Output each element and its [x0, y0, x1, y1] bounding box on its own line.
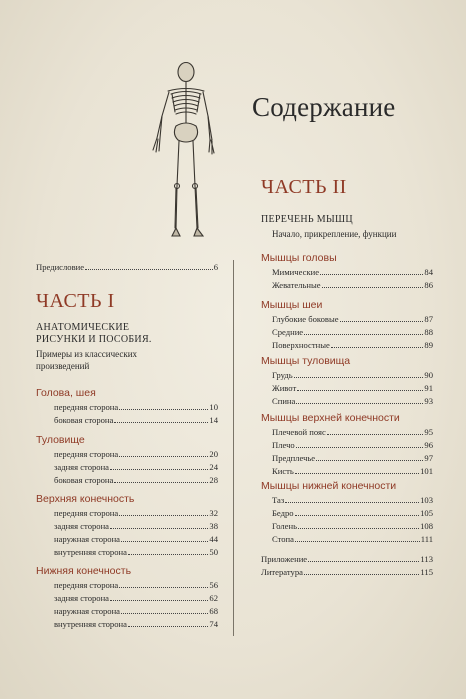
dot-leader — [331, 347, 424, 348]
toc-entry[interactable] — [54, 619, 218, 630]
toc-entry[interactable] — [54, 606, 218, 617]
toc-entry-label: Средние — [272, 327, 304, 337]
toc-entry-page: 89 — [424, 340, 433, 350]
toc-entry-page: 93 — [424, 396, 433, 406]
toc-entry-page: 115 — [420, 567, 433, 577]
toc-entry-page: 97 — [424, 453, 433, 463]
dot-leader — [298, 528, 419, 529]
toc-entry-page: 84 — [424, 267, 433, 277]
toc-entry[interactable] — [272, 440, 433, 451]
dot-leader — [296, 403, 423, 404]
toc-entry[interactable] — [54, 593, 218, 604]
toc-entry-label: передняя сторона — [54, 508, 119, 518]
toc-entry-page: 50 — [209, 547, 218, 557]
dot-leader — [119, 456, 208, 457]
dot-leader — [85, 269, 213, 270]
toc-entry-page: 62 — [209, 593, 218, 603]
toc-entry-label: Грудь — [272, 370, 293, 380]
part2-subtitle: Начало, прикрепление, функции — [272, 229, 397, 239]
toc-entry-label: Приложение — [261, 554, 308, 564]
toc-entry-page: 20 — [209, 449, 218, 459]
skeleton-illustration — [138, 58, 228, 248]
toc-entry[interactable] — [272, 534, 433, 545]
dot-leader — [316, 460, 423, 461]
part2-heading: ПЕРЕЧЕНЬ МЫШЦ — [261, 214, 353, 225]
toc-entry-label: Спина — [272, 396, 296, 406]
section-upper-limb-muscles-heading: Мышцы верхней конечности — [261, 412, 400, 424]
toc-entry-page: 24 — [209, 462, 218, 472]
dot-leader — [296, 447, 424, 448]
toc-entry-label: Жевательные — [272, 280, 321, 290]
dot-leader — [114, 422, 208, 423]
toc-entry-label: наружная сторона — [54, 534, 120, 544]
dot-leader — [320, 274, 423, 275]
section-torso-muscles-heading: Мышцы туловища — [261, 355, 351, 367]
part2-title: ЧАСТЬ II — [261, 176, 347, 198]
dot-leader — [297, 390, 423, 391]
part1-title: ЧАСТЬ I — [36, 290, 115, 312]
toc-entry-label: Плечо — [272, 440, 295, 450]
dot-leader — [110, 469, 208, 470]
toc-entry-label: Поверхностные — [272, 340, 330, 350]
toc-entry[interactable] — [272, 383, 433, 394]
toc-entry-page: 95 — [424, 427, 433, 437]
toc-entry-label: задняя сторона — [54, 462, 109, 472]
toc-entry-page: 56 — [209, 580, 218, 590]
toc-entry-page: 44 — [209, 534, 218, 544]
toc-entry[interactable] — [272, 396, 433, 407]
toc-entry[interactable] — [272, 280, 433, 291]
toc-entry[interactable] — [272, 327, 433, 338]
dot-leader — [110, 600, 208, 601]
toc-entry-label: Предисловие — [36, 262, 85, 272]
dot-leader — [308, 561, 419, 562]
toc-entry-page: 28 — [209, 475, 218, 485]
toc-entry-label: боковая сторона — [54, 415, 114, 425]
dot-leader — [121, 613, 208, 614]
dot-leader — [304, 334, 423, 335]
dot-leader — [295, 541, 420, 542]
toc-entry-label: передняя сторона — [54, 449, 119, 459]
toc-entry-label: передняя сторона — [54, 580, 119, 590]
toc-entry-preface[interactable] — [36, 262, 218, 273]
dot-leader — [327, 434, 424, 435]
toc-entry-page: 6 — [213, 262, 218, 272]
toc-entry[interactable] — [272, 453, 433, 464]
dot-leader — [128, 554, 208, 555]
toc-entry-label: Кисть — [272, 466, 294, 476]
toc-entry-page: 68 — [209, 606, 218, 616]
dot-leader — [322, 287, 424, 288]
toc-entry[interactable] — [54, 402, 218, 413]
toc-entry[interactable] — [272, 267, 433, 278]
section-head-muscles-heading: Мышцы головы — [261, 252, 337, 264]
toc-entry-label: Таз — [272, 495, 285, 505]
section-lower-limb-muscles-heading: Мышцы нижней конечности — [261, 480, 397, 492]
toc-entry-label: Стопа — [272, 534, 294, 544]
toc-entry[interactable] — [272, 495, 433, 506]
dot-leader — [114, 482, 208, 483]
dot-leader — [119, 409, 208, 410]
toc-entry-label: Предплечье — [272, 453, 316, 463]
part1-subtitle-line1: Примеры из классических — [36, 349, 138, 359]
toc-entry-label: Живот — [272, 383, 297, 393]
toc-entry-page: 10 — [209, 402, 218, 412]
toc-entry-page: 108 — [420, 521, 433, 531]
dot-leader — [285, 502, 419, 503]
toc-entry-literature[interactable] — [261, 567, 433, 578]
toc-entry[interactable] — [54, 534, 218, 545]
dot-leader — [128, 626, 208, 627]
toc-entry[interactable] — [272, 508, 433, 519]
toc-entry-label: Мимические — [272, 267, 320, 277]
dot-leader — [295, 473, 419, 474]
section-lower-limb-heading: Нижняя конечность — [36, 565, 132, 577]
toc-entry-label: Глубокие боковые — [272, 314, 339, 324]
toc-entry-page: 74 — [209, 619, 218, 629]
column-divider — [233, 260, 234, 636]
toc-entry[interactable] — [54, 475, 218, 486]
toc-entry[interactable] — [272, 340, 433, 351]
toc-entry-page: 87 — [424, 314, 433, 324]
toc-entry[interactable] — [54, 508, 218, 519]
toc-title: Содержание — [252, 92, 396, 122]
toc-entry-label: внутренняя сторона — [54, 619, 127, 629]
toc-entry-page: 32 — [209, 508, 218, 518]
section-torso-heading: Туловище — [36, 434, 85, 446]
part1-heading-line2: РИСУНКИ И ПОСОБИЯ. — [36, 334, 152, 345]
toc-entry-page: 90 — [424, 370, 433, 380]
section-head-neck-heading: Голова, шея — [36, 387, 96, 399]
toc-entry[interactable] — [54, 547, 218, 558]
toc-entry[interactable] — [272, 466, 433, 477]
toc-entry-label: Литература — [261, 567, 303, 577]
dot-leader — [121, 541, 208, 542]
toc-entry[interactable] — [54, 462, 218, 473]
dot-leader — [294, 377, 424, 378]
dot-leader — [119, 515, 208, 516]
toc-entry-page: 14 — [209, 415, 218, 425]
toc-entry-label: задняя сторона — [54, 593, 109, 603]
dot-leader — [295, 515, 420, 516]
part1-heading-line1: АНАТОМИЧЕСКИЕ — [36, 322, 130, 333]
toc-entry[interactable] — [272, 521, 433, 532]
toc-entry-label: боковая сторона — [54, 475, 114, 485]
toc-entry-page: 103 — [420, 495, 433, 505]
dot-leader — [340, 321, 424, 322]
toc-entry-page: 111 — [420, 534, 433, 544]
dot-leader — [110, 528, 208, 529]
toc-entry-page: 101 — [420, 466, 433, 476]
toc-entry-label: Голень — [272, 521, 298, 531]
toc-entry-label: Бедро — [272, 508, 294, 518]
section-upper-limb-heading: Верхняя конечность — [36, 493, 135, 505]
toc-entry[interactable] — [272, 370, 433, 381]
toc-entry-page: 88 — [424, 327, 433, 337]
dot-leader — [119, 587, 208, 588]
toc-entry-label: наружная сторона — [54, 606, 120, 616]
toc-entry-page: 96 — [424, 440, 433, 450]
toc-entry-page: 91 — [424, 383, 433, 393]
toc-entry-label: передняя сторона — [54, 402, 119, 412]
toc-entry[interactable] — [54, 449, 218, 460]
toc-entry[interactable] — [272, 427, 433, 438]
section-neck-muscles-heading: Мышцы шеи — [261, 299, 323, 311]
toc-entry[interactable] — [54, 521, 218, 532]
toc-entry[interactable] — [54, 580, 218, 591]
toc-entry[interactable] — [54, 415, 218, 426]
toc-entry-page: 105 — [420, 508, 433, 518]
toc-entry-page: 86 — [424, 280, 433, 290]
toc-entry-label: Плечевой пояс — [272, 427, 326, 437]
toc-entry[interactable] — [272, 314, 433, 325]
toc-entry-page: 113 — [420, 554, 433, 564]
toc-entry-label: задняя сторона — [54, 521, 109, 531]
toc-entry-label: внутренняя сторона — [54, 547, 127, 557]
toc-entry-appendix[interactable] — [261, 554, 433, 565]
toc-entry-page: 38 — [209, 521, 218, 531]
dot-leader — [304, 574, 419, 575]
part1-subtitle-line2: произведений — [36, 361, 90, 371]
